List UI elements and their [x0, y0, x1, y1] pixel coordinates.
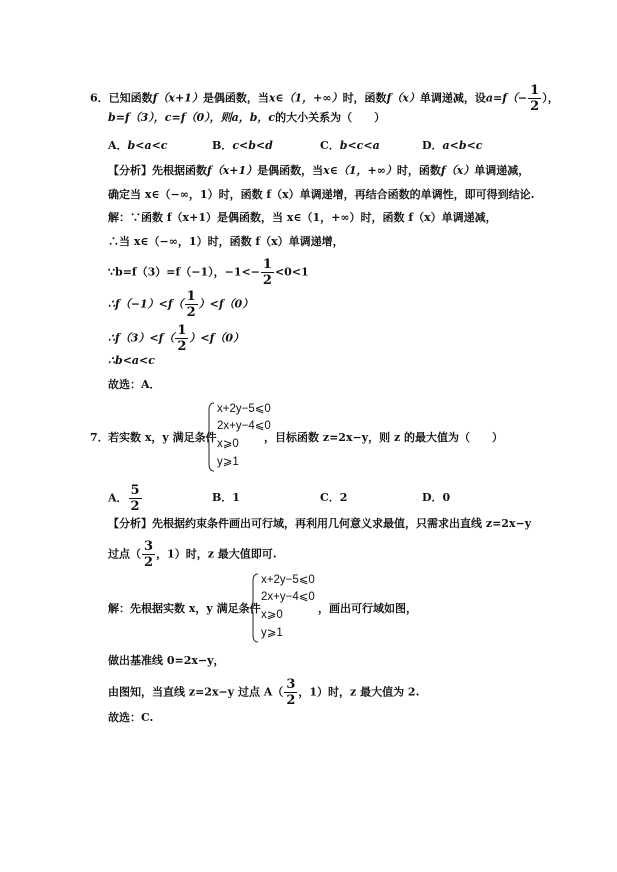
- q7-stem-a: 若实数 x，y 满足条件: [108, 431, 217, 444]
- q6-number: 6．: [90, 91, 109, 105]
- fraction-one-half: $\frac{1}{2}$: [186, 289, 196, 320]
- q7-option-b[interactable]: B．1: [212, 491, 240, 504]
- constraint-2: 2x+y−4⩽0: [217, 420, 271, 432]
- fraction-one-half: $\frac{1}{2}$: [262, 257, 272, 288]
- left-brace-icon: [205, 402, 215, 472]
- q6-analysis-line1: 【分析】先根据函数f（x+1）是偶函数，当x∈（1，+∞）时，函数f（x）单调递减，: [108, 164, 530, 177]
- q7-solution-line2: 做出基准线 0=2x−y，: [108, 654, 225, 667]
- q6-solution-line3: ∵b=f（3）=f（−1），−1<− $\frac{1}{2}$ <0<1: [108, 257, 309, 288]
- q6-option-c[interactable]: C．b<c<a: [320, 139, 380, 152]
- q6-solution-line5: ∴f（3）<f（ $\frac{1}{2}$ ）<f（0）: [108, 323, 244, 354]
- q7-constraint-system-solution: [249, 573, 319, 643]
- constraint-4: y⩾1: [217, 456, 239, 468]
- q7-solution-line1a: 解：先根据实数 x，y 满足条件: [108, 602, 261, 615]
- constraint-2: 2x+y−4⩽0: [261, 591, 315, 603]
- fraction-five-halves: $\frac{5}{2}$: [130, 483, 140, 514]
- q7-stem-b: ，目标函数 z=2x−y，则 z 的最大值为（ ）: [264, 431, 504, 444]
- q7-option-c[interactable]: C．2: [320, 491, 348, 504]
- q6-answer: 故选：A．: [108, 378, 161, 391]
- fraction-one-half: $\frac{1}{2}$: [530, 83, 540, 114]
- q7-option-d[interactable]: D．0: [422, 491, 451, 504]
- q6-solution-line6: ∴b<a<c: [108, 354, 155, 367]
- q6-option-d[interactable]: D．a<b<c: [422, 139, 483, 152]
- q6-analysis-line2: 确定当 x∈（−∞，1）时，函数 f（x）单调递增，再结合函数的单调性，即可得到结论.: [108, 188, 535, 201]
- q6-stem-line2: b=f（3），c=f（0），则a，b，c的大小关系为（ ）: [108, 111, 386, 124]
- q7-solution-line1b: ，画出可行域如图，: [318, 602, 417, 615]
- q6-option-a[interactable]: A．b<a<c: [108, 139, 168, 152]
- left-brace-icon: [249, 573, 259, 643]
- q7-constraint-system: [205, 402, 271, 472]
- q6-solution-line1: 解：∵函数 f（x+1）是偶函数，当 x∈（1，+∞）时，函数 f（x）单调递减，: [108, 211, 497, 224]
- q7-answer: 故选：C.: [108, 711, 154, 724]
- fraction-three-halves: $\frac{3}{2}$: [144, 539, 154, 570]
- q6-solution-line2: ∴当 x∈（−∞，1）时，函数 f（x）单调递增，: [108, 235, 344, 248]
- fraction-one-half: $\frac{1}{2}$: [177, 323, 187, 354]
- constraint-3: x⩾0: [261, 609, 283, 621]
- q7-number: 7．: [90, 431, 109, 444]
- constraint-1: x+2y−5⩽0: [217, 403, 271, 415]
- q6-option-b[interactable]: B．c<b<d: [212, 139, 273, 152]
- q7-analysis-line1: 【分析】先根据约束条件画出可行域，再利用几何意义求最值，只需求出直线 z=2x−y: [108, 517, 532, 530]
- q7-analysis-line2: 过点（ $\frac{3}{2}$ ，1）时，z 最大值即可.: [108, 539, 277, 570]
- constraint-4: y⩾1: [261, 627, 283, 639]
- q6-solution-line4: ∴f（−1）<f（ $\frac{1}{2}$ ）<f（0）: [108, 289, 254, 320]
- constraint-3: x⩾0: [217, 438, 239, 450]
- constraint-1: x+2y−5⩽0: [261, 574, 315, 586]
- q7-option-a[interactable]: A． $\frac{5}{2}$: [108, 483, 140, 514]
- fraction-three-halves: $\frac{3}{2}$: [286, 677, 296, 708]
- q7-solution-line3: 由图知，当直线 z=2x−y 过点 A（ $\frac{3}{2}$ ，1）时，z 最大值为 2.: [108, 677, 420, 708]
- q6-stem-line1: 6．已知函数f（x+1）是偶函数，当x∈（1，+∞）时，函数f（x）单调递减，设a=f（− $\frac{1}{2}$ ），: [90, 83, 559, 114]
